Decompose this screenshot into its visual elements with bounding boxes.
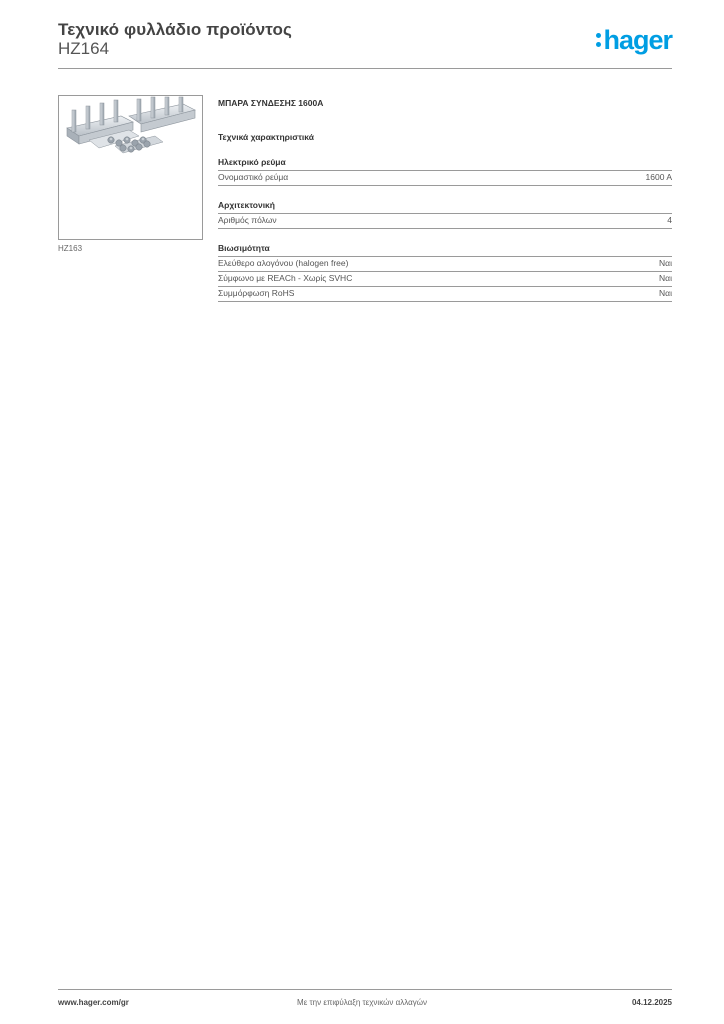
spec-group-heading: Βιωσιμότητα — [218, 243, 672, 257]
spec-group-sustainability — [218, 243, 672, 302]
spec-label: Ελεύθερο αλογόνου (halogen free) — [218, 258, 349, 268]
spec-group-electrical — [218, 157, 672, 186]
product-code: HZ164 — [58, 39, 110, 58]
spec-label: Σύμφωνο με REACh - Χωρίς SVHC — [218, 273, 353, 283]
spec-value: Ναι — [659, 273, 672, 283]
footer-note: Με την επιφύλαξη τεχνικών αλλαγών — [297, 998, 427, 1007]
spec-value: Ναι — [659, 288, 672, 298]
product-image — [58, 95, 203, 240]
spec-value: 1600 A — [645, 172, 672, 182]
spec-row — [218, 214, 672, 229]
spec-group-heading: Αρχιτεκτονική — [218, 200, 672, 214]
spec-label: Αριθμός πόλων — [218, 215, 277, 225]
footer-website-link[interactable]: www.hager.com/gr — [58, 998, 129, 1007]
spec-value: Ναι — [659, 258, 672, 268]
footer-divider — [58, 989, 672, 990]
spec-row — [218, 171, 672, 186]
spec-row — [218, 287, 672, 302]
logo-dots-icon — [596, 33, 601, 47]
header-divider — [58, 68, 672, 69]
hager-logo — [596, 26, 672, 54]
spec-label: Συμμόρφωση RoHS — [218, 288, 295, 298]
product-title: ΜΠΑΡΑ ΣΥΝΔΕΣΗΣ 1600A — [218, 98, 324, 108]
spec-label: Ονομαστικό ρεύμα — [218, 172, 289, 182]
spec-group-heading: Ηλεκτρικό ρεύμα — [218, 157, 672, 171]
footer-date: 04.12.2025 — [631, 998, 672, 1007]
specifications-panel — [218, 98, 672, 316]
logo-text: hager — [603, 25, 672, 55]
document-title: Τεχνικό φυλλάδιο προϊόντος — [58, 20, 292, 39]
busbar-product-illustration — [59, 96, 202, 239]
image-caption: HZ163 — [58, 244, 83, 253]
spec-value: 4 — [667, 215, 672, 225]
spec-group-architecture — [218, 200, 672, 229]
spec-row — [218, 272, 672, 287]
section-heading: Τεχνικά χαρακτηριστικά — [218, 132, 314, 142]
spec-row — [218, 257, 672, 272]
